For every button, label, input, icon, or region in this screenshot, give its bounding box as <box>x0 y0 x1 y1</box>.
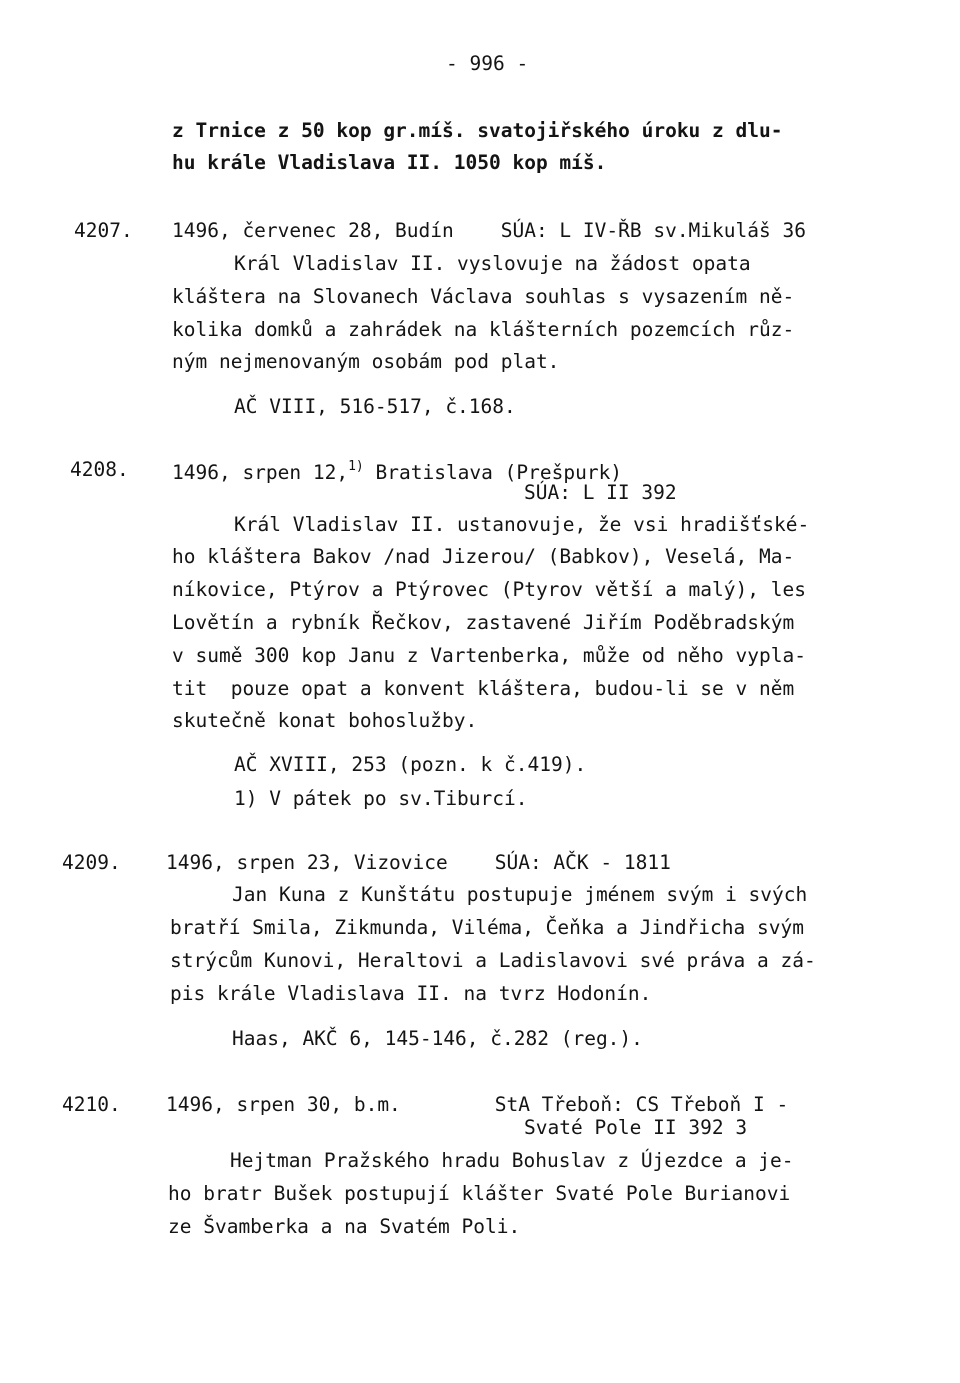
entry-body-line: Král Vladislav II. vyslovuje na žádost opata <box>234 252 751 275</box>
entry-reference: Haas, AKČ 6, 145-146, č.282 (reg.). <box>232 1027 643 1050</box>
entry-body-line: níkovice, Ptýrov a Ptýrovec (Ptyrov větší a malý), les <box>172 578 806 601</box>
entry-header: 1496, červenec 28, Budín SÚA: L IV-ŘB sv.Mikuláš 36 <box>172 219 806 242</box>
entry-body-line: strýcům Kunovi, Heraltovi a Ladislavovi své práva a zá- <box>170 949 816 972</box>
entry-date-place: 1496, srpen 12, <box>172 461 349 484</box>
entry-body-line: Hejtman Pražského hradu Bohuslav z Újezdce a je- <box>230 1149 794 1172</box>
entry-header: 1496, srpen 23, Vizovice SÚA: AČK - 1811 <box>166 851 671 874</box>
page-number: - 996 - <box>446 52 529 75</box>
entry-header <box>172 460 622 483</box>
entry-number: 4207. <box>74 219 133 242</box>
entry-header: 1496, srpen 30, b.m. StA Třeboň: CS Třeboň I - <box>166 1093 789 1116</box>
entry-body-line: tit pouze opat a konvent kláštera, budou-li se v něm <box>172 677 795 700</box>
entry-body-line: Král Vladislav II. ustanovuje, že vsi hradišťské- <box>234 513 810 536</box>
entry-archive: SÚA: L II 392 <box>524 481 677 504</box>
entry-reference: AČ XVIII, 253 (pozn. k č.419). <box>234 753 587 776</box>
entry-body-line: Jan Kuna z Kunštátu postupuje jménem svým i svých <box>232 883 808 906</box>
entry-body-line: skutečně konat bohoslužby. <box>172 709 478 732</box>
entry-body-line: Lovětín a rybník Řečkov, zastavené Jiřím Poděbradským <box>172 611 795 634</box>
entry-body-line: ho kláštera Bakov /nad Jizerou/ (Babkov), Veselá, Ma- <box>172 545 795 568</box>
entry-body-line: kláštera na Slovanech Václava souhlas s vysazením ně- <box>172 285 795 308</box>
entry-reference: AČ VIII, 516-517, č.168. <box>234 395 516 418</box>
entry-body-line: v sumě 300 kop Janu z Vartenberka, může od něho vypla- <box>172 644 806 667</box>
continuation-line: z Trnice z 50 kop gr.míš. svatojiřského úroku z dlu- <box>172 119 783 142</box>
entry-place: Bratislava (Prešpurk) <box>363 461 623 484</box>
entry-number: 4210. <box>62 1093 121 1116</box>
entry-body-line: kolika domků a zahrádek na klášterních pozemcích růz- <box>172 318 795 341</box>
entry-archive: Svaté Pole II 392 3 <box>524 1116 748 1139</box>
footnote-mark: 1) <box>348 459 364 474</box>
continuation-line: hu krále Vladislava II. 1050 kop míš. <box>172 151 607 174</box>
entry-body-line: ným nejmenovaným osobám pod plat. <box>172 350 560 373</box>
entry-number: 4209. <box>62 851 121 874</box>
entry-body-line: ho bratr Bušek postupují klášter Svaté Pole Burianovi <box>168 1182 791 1205</box>
entry-body-line: pis krále Vladislava II. na tvrz Hodonín. <box>170 982 652 1005</box>
entry-body-line: bratří Smila, Zikmunda, Viléma, Čeňka a Jindřicha svým <box>170 916 804 939</box>
entry-number: 4208. <box>70 458 129 481</box>
entry-body-line: ze Švamberka a na Svatém Poli. <box>168 1215 521 1238</box>
entry-footnote: 1) V pátek po sv.Tiburcí. <box>234 787 528 810</box>
